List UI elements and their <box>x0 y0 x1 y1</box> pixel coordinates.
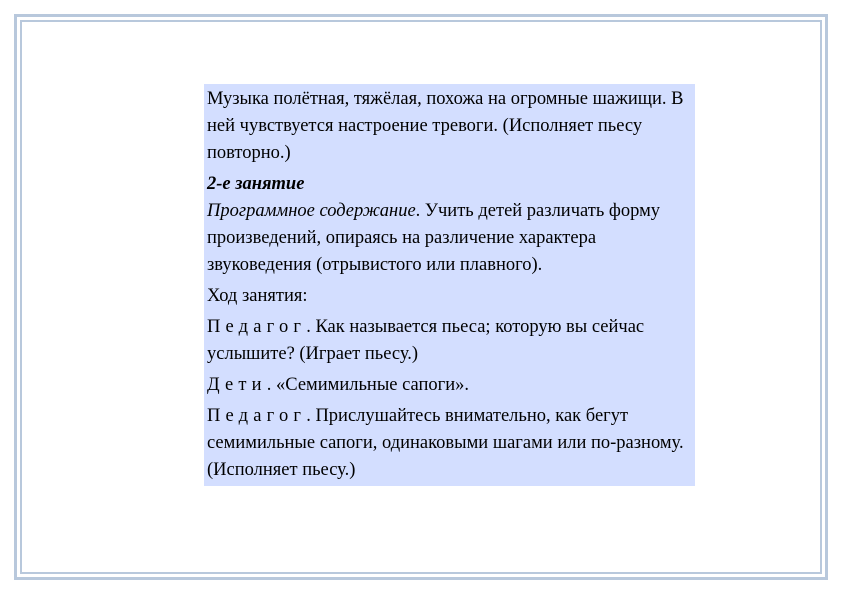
dialogue-line <box>207 314 691 368</box>
dialogue-text: . «Семимильные сапоги». <box>266 375 470 395</box>
program-text: . Учить детей различать форму произведений, опираясь на различение характера звуковедения (отрывистого или плавного). <box>207 201 661 275</box>
lesson-course: Ход занятия: <box>207 286 308 306</box>
speaker-name: Педагог <box>207 406 307 426</box>
dialogue-line <box>207 403 691 484</box>
lesson-heading: 2-е занятие <box>207 174 305 194</box>
program-label: Программное содержание <box>207 201 416 221</box>
dialogue-line <box>207 372 691 399</box>
dialogue-text: . Как называется пьеса; которую вы сейчас услышите? (Играет пьесу.) <box>207 317 645 364</box>
lesson-section <box>207 171 691 279</box>
speaker-name: Педагог <box>207 317 307 337</box>
dialogue-text: . Прислушайтесь внимательно, как бегут семимильные сапоги, одинаковыми шагами или по-разному. (Исполняет пьесу.) <box>207 406 684 480</box>
program-paragraph <box>207 198 691 279</box>
intro-paragraph: Музыка полётная, тяжёлая, похожа на огромные шажищи. В ней чувствуется настроение тревоги. (Исполняет пьесу повторно.) <box>207 89 684 163</box>
text-block <box>204 84 695 486</box>
speaker-name: Дети <box>207 375 267 395</box>
